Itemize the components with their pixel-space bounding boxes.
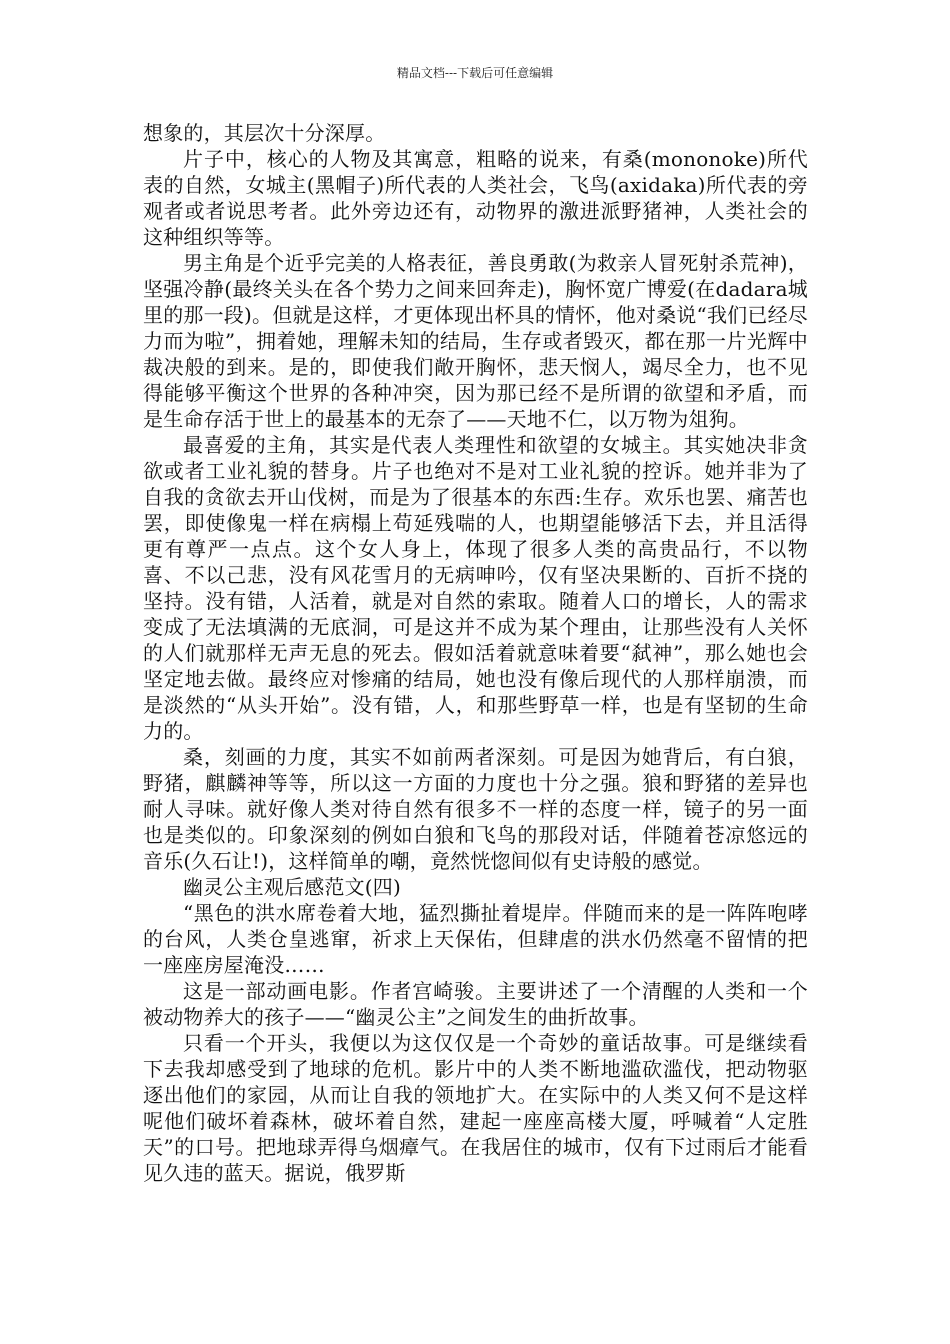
paragraph-continuation: 想象的，其层次十分深厚。 bbox=[143, 121, 386, 145]
paragraph-film-intro: 这是一部动画电影。作者宫崎骏。主要讲述了一个清醒的人类和一个被动物养大的孩子——“幽灵公主”之间发生的曲折故事。 bbox=[143, 979, 808, 1029]
section-heading: 幽灵公主观后感范文(四) bbox=[183, 875, 402, 899]
paragraph-earth-crisis: 只看一个开头，我便以为这仅仅是一个奇妙的童话故事。可是继续看下去我却感受到了地球的危机。影片中的人类不断地滥砍滥伐，把动物驱逐出他们的家园，从而让自我的领地扩大。在实际中的人类又何不是这样呢他们破坏着森林，破坏着自然，建起一座座高楼大厦，呼喊着“人定胜天”的口号。把地球弄得乌烟瘴气。在我居住的城市，仅有下过雨后才能看见久违的蓝天。据说，俄罗斯 bbox=[143, 1031, 808, 1185]
paragraph-male-lead: 男主角是个近乎完美的人格表征，善良勇敢(为救亲人冒死射杀荒神)，坚强冷静(最终关头在各个势力之间来回奔走)，胸怀宽广博爱(在dadara城里的那一段)。但就是这样，才更体现出杯具的情怀，他对桑说“我们已经尽力而为啦”，拥着她，理解未知的结局，生存或者毁灭，都在那一片光辉中裁决般的到来。是的，即使我们敞开胸怀，悲天悯人，竭尽全力，也不见得能够平衡这个世界的各种冲突，因为那已经不是所谓的欲望和矛盾，而是生命存活于世上的最基本的无奈了——天地不仁，以万物为俎狗。 bbox=[143, 251, 808, 431]
paragraph-female-lord: 最喜爱的主角，其实是代表人类理性和欲望的女城主。其实她决非贪欲或者工业礼貌的替身。片子也绝对不是对工业礼貌的控诉。她并非为了自我的贪欲去开山伐树，而是为了很基本的东西:生存。欢乐也罢、痛苦也罢，即使像鬼一样在病榻上苟延残喘的人，也期望能够活下去，并且活得更有尊严一点点。这个女人身上，体现了很多人类的高贵品行，不以物喜、不以己悲，没有风花雪月的无病呻吟，仅有坚决果断的、百折不挠的坚持。没有错，人活着，就是对自然的索取。随着人口的增长，人的需求变成了无法填满的无底洞，可是这并不成为某个理由，让那些没有人关怀的人们就那样无声无息的死去。假如活着就意味着要“弑神”，那么她也会坚定地去做。最终应对惨痛的结局，她也没有像后现代的人那样崩溃，而是淡然的“从头开始”。没有错，人，和那些野草一样，也是有坚韧的生命力的。 bbox=[143, 433, 808, 743]
paragraph-san: 桑，刻画的力度，其实不如前两者深刻。可是因为她背后，有白狼，野猪，麒麟神等等，所以这一方面的力度也十分之强。狼和野猪的差异也耐人寻味。就好像人类对待自然有很多不一样的态度一样，镜子的另一面也是类似的。印象深刻的例如白狼和飞鸟的那段对话，伴随着苍凉悠远的音乐(久石让!)，这样简单的嘲，竟然恍惚间似有史诗般的感觉。 bbox=[143, 745, 808, 873]
document-body bbox=[143, 120, 808, 1186]
paragraph-characters-overview: 片子中，核心的人物及其寓意，粗略的说来，有桑(mononoke)所代表的自然，女城主(黑帽子)所代表的人类社会，飞鸟(axidaka)所代表的旁观者或者说思考者。此外旁边还有，动物界的激进派野猪神，人类社会的这种组织等等。 bbox=[143, 147, 808, 249]
page-header: 精品文档---下载后可任意编辑 bbox=[396, 66, 554, 80]
paragraph-quote: “黑色的洪水席卷着大地，猛烈撕扯着堤岸。伴随而来的是一阵阵咆哮的台风，人类仓皇逃窜，祈求上天保佑，但肆虐的洪水仍然毫不留情的把一座座房屋淹没…… bbox=[143, 901, 808, 977]
